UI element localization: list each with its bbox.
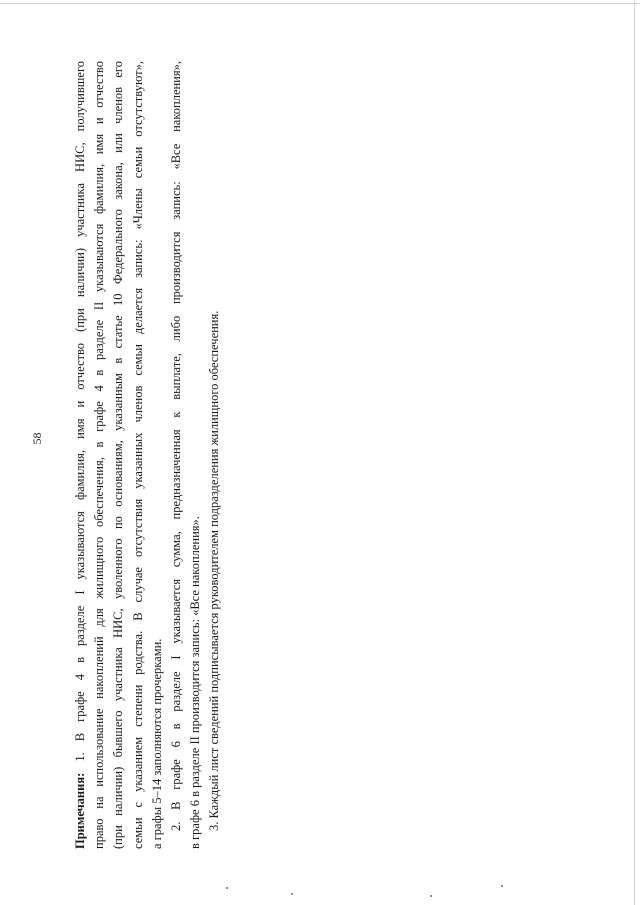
note-item-1-line: (при наличии) бывшего участника НИС, уволенного по основаниям, указанным в статье 10 Федерального закона, или членов его [111, 61, 126, 849]
note-item-1-line: Примечания: 1. В графе 4 в разделе I указываются фамилия, имя и отчество (при наличии) участника НИС, получившего [73, 60, 88, 849]
notes-heading: Примечания: [73, 772, 88, 849]
scan-speck [430, 895, 432, 897]
scan-edge-right [634, 0, 635, 905]
scan-edge-top [0, 3, 640, 4]
note-item-2-line: в графе 6 в разделе II производится запись: «Все накопления». [188, 516, 203, 849]
note-item-3-line: 3. Каждый лист сведений подписывается руководителем подразделения жилищного обеспечения. [207, 310, 222, 831]
note-item-3 [206, 61, 225, 849]
note-item-1-line: а графы 5–14 заполняются прочерками. [150, 638, 164, 849]
note-item-1-line: семьи с указанием степени родства. В случае отсутствия указанных членов семьи делается запись: «Члены семьи отсутствуют», [130, 61, 145, 849]
note-item-1 [71, 61, 167, 849]
scan-speck [291, 893, 293, 895]
note-item-1-line: право на использование накоплений для жилищного обеспечения, в графе 4 в разделе II указываются фамилия, имя и отчество [92, 61, 107, 849]
page-number: 58 [30, 432, 44, 445]
notes-block [71, 61, 225, 849]
note-item-2-line: 2. В графе 6 в разделе I указывается сумма, предназначенная к выплате, либо производится запись: «Все накопления», [169, 61, 184, 831]
scan-speck [226, 887, 228, 889]
scan-speck [501, 885, 503, 887]
note-item-2 [167, 61, 205, 849]
